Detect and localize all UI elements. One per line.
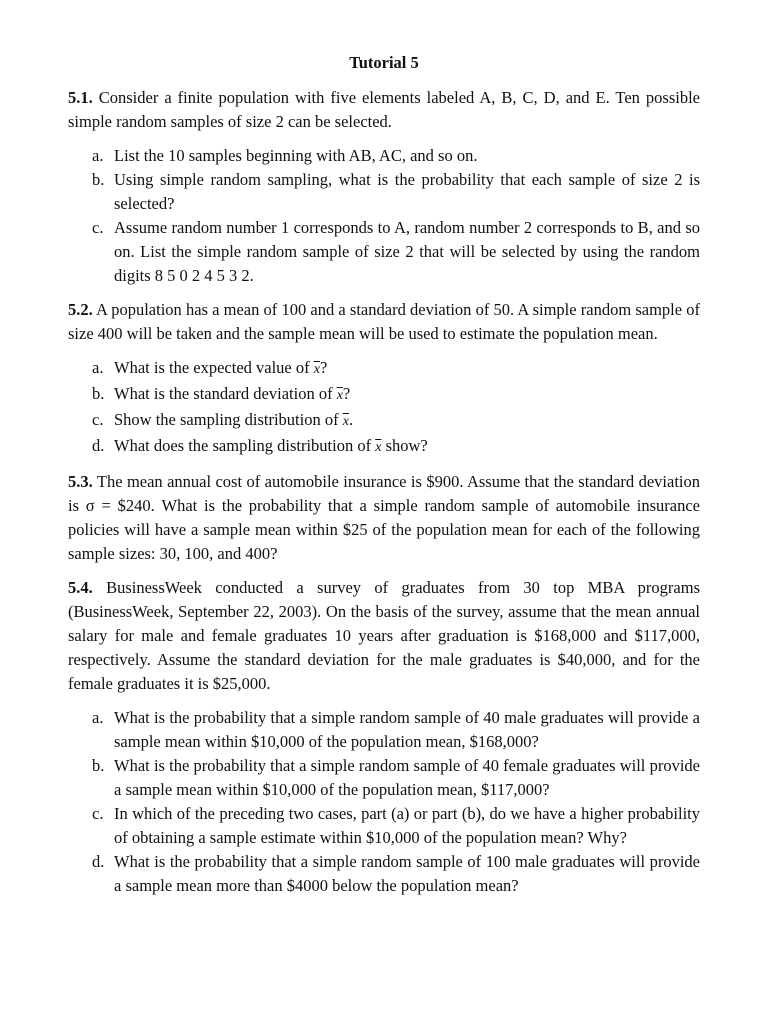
- page-title: Tutorial 5: [349, 53, 419, 72]
- list-item: [92, 754, 700, 802]
- problem-5-4: [68, 576, 700, 696]
- item-letter: c.: [92, 218, 104, 237]
- x-bar-symbol: $\overline{x}$: [375, 440, 382, 455]
- item-letter: a.: [92, 358, 104, 377]
- problem-number: 5.4.: [68, 578, 93, 597]
- item-letter: a.: [92, 146, 104, 165]
- item-letter: b.: [92, 384, 105, 403]
- item-text: What is the probability that a simple random sample of 40 female graduates will provide a sample mean within $10,000 of the population mean, $117,000?: [114, 756, 700, 799]
- item-text: Assume random number 1 corresponds to A, random number 2 corresponds to B, and so on. List the simple random sample of size 2 that will be selected by using the random digits 8 5 0 2 4 5 3 2.: [114, 218, 700, 285]
- problem-5-2: [68, 298, 700, 346]
- item-letter: d.: [92, 436, 105, 455]
- item-text-end: ?: [319, 358, 328, 377]
- item-text-end: show?: [381, 436, 428, 455]
- list-item: [92, 356, 700, 382]
- problem-number: 5.1.: [68, 88, 93, 107]
- item-letter: d.: [92, 852, 105, 871]
- item-text: Show the sampling distribution of: [114, 410, 343, 429]
- item-letter: a.: [92, 708, 104, 727]
- x-bar-symbol: $\overline{x}$: [336, 388, 343, 403]
- problem-text: A population has a mean of 100 and a standard deviation of 50. A simple random sample of size 400 will be taken and the sample mean will be used to estimate the population mean.: [68, 300, 701, 343]
- list-item: [92, 168, 700, 216]
- item-text: List the 10 samples beginning with AB, AC, and so on.: [114, 146, 478, 165]
- x-bar-symbol: $\overline{x}$: [342, 414, 349, 429]
- item-text-end: ?: [342, 384, 351, 403]
- item-text: What is the probability that a simple random sample of 100 male graduates will provide a sample mean more than $4000 below the population mean?: [114, 852, 700, 895]
- problem-text: BusinessWeek conducted a survey of graduates from 30 top MBA programs (BusinessWeek, September 22, 2003). On the basis of the survey, assume that the mean annual salary for male and female graduates 10 years after graduation is $168,000 and $117,000, respectively. Assume the standard deviation for the male graduates is $40,000, and for the female graduates it is $25,000.: [68, 578, 700, 693]
- item-text: What is the probability that a simple random sample of 40 male graduates will provide a sample mean within $10,000 of the population mean, $168,000?: [114, 708, 700, 751]
- problem-5-1: [68, 86, 700, 134]
- item-text: What does the sampling distribution of: [114, 436, 376, 455]
- problem-5-4-items: [68, 706, 700, 898]
- problem-text: Consider a finite population with five elements labeled A, B, C, D, and E. Ten possible simple random samples of size 2 can be selected.: [68, 88, 700, 131]
- list-item: [92, 706, 700, 754]
- list-item: [92, 144, 700, 168]
- problem-5-2-items: [68, 356, 700, 460]
- problem-5-3: [68, 470, 700, 566]
- item-text: Using simple random sampling, what is the probability that each sample of size 2 is selected?: [114, 170, 700, 213]
- problem-number: 5.3.: [68, 472, 93, 491]
- list-item: [92, 408, 700, 434]
- list-item: [92, 850, 700, 898]
- list-item: [92, 216, 700, 288]
- x-bar-symbol: $\overline{x}$: [313, 362, 320, 377]
- problem-text: The mean annual cost of automobile insurance is $900. Assume that the standard deviation is σ = $240. What is the probability that a simple random sample of automobile insurance policies will have a sample mean within $25 of the population mean for each of the following sample sizes: 30, 100, and 400?: [68, 472, 700, 563]
- item-letter: b.: [92, 756, 105, 775]
- list-item: [92, 802, 700, 850]
- item-letter: c.: [92, 410, 104, 429]
- item-text: What is the standard deviation of: [114, 384, 337, 403]
- problem-number: 5.2.: [68, 300, 93, 319]
- problem-5-1-items: [68, 144, 700, 288]
- list-item: [92, 382, 700, 408]
- item-text: What is the expected value of: [114, 358, 314, 377]
- item-text: In which of the preceding two cases, part (a) or part (b), do we have a higher probability of obtaining a sample estimate within $10,000 of the population mean? Why?: [114, 804, 700, 847]
- item-letter: b.: [92, 170, 105, 189]
- list-item: [92, 434, 700, 460]
- item-text-end: .: [348, 410, 354, 429]
- item-letter: c.: [92, 804, 104, 823]
